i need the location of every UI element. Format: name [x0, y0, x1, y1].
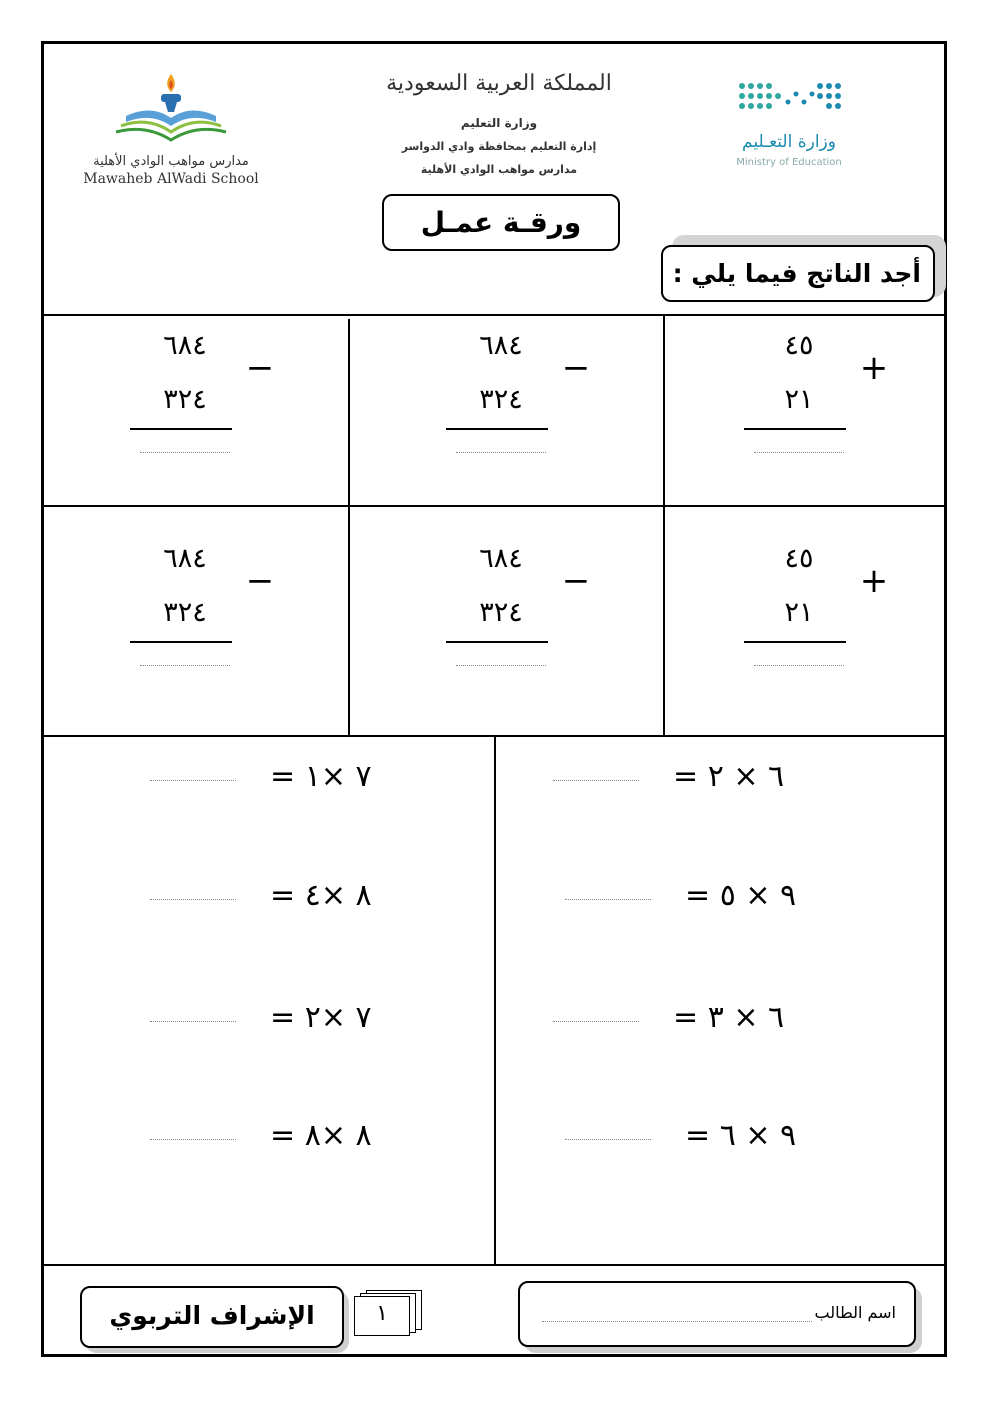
school-name: مدارس مواهب الوادي الأهلية	[420, 163, 578, 176]
problem-top-number: ٦٨٤	[163, 543, 207, 574]
problem-5	[406, 535, 606, 685]
problem-bottom-number: ٣٢٤	[479, 384, 523, 415]
mult-right-4	[565, 1118, 865, 1158]
sum-line	[744, 641, 846, 643]
worksheet-title: ورقـة عمـل	[382, 194, 620, 251]
mult-left-2	[150, 878, 450, 918]
minus-sign: −	[561, 561, 591, 601]
problem-top-number: ٦٨٤	[479, 543, 523, 574]
problem-4	[704, 535, 904, 685]
multiplication-fact: = ٨ ×٨	[270, 1118, 372, 1153]
kingdom-calligraphy: المملكة العربية السعودية	[386, 71, 612, 96]
problem-top-number: ٤٥	[784, 330, 814, 361]
answer-blank[interactable]	[456, 665, 546, 666]
sum-line	[446, 641, 548, 643]
answer-blank[interactable]	[553, 780, 639, 781]
divider-footer	[44, 1264, 944, 1266]
problem-3	[90, 322, 290, 472]
answer-blank[interactable]	[456, 452, 546, 453]
administration-name: إدارة التعليم بمحافظة وادي الدواسر	[401, 140, 597, 153]
page-number-badge	[354, 1290, 424, 1344]
ministry-logo	[724, 74, 854, 184]
divider-col-b	[663, 316, 665, 735]
problem-top-number: ٤٥	[784, 543, 814, 574]
answer-blank[interactable]	[754, 665, 844, 666]
sum-line	[446, 428, 548, 430]
instruction-label: أجد الناتج فيما يلي :	[661, 245, 935, 302]
plus-sign: +	[859, 348, 889, 388]
school-name-arabic: مدارس مواهب الوادي الأهلية	[93, 154, 249, 169]
problem-6	[90, 535, 290, 685]
sum-line	[744, 428, 846, 430]
multiplication-fact: = ٧ ×١	[270, 759, 372, 794]
problem-bottom-number: ٢١	[784, 597, 814, 628]
problem-bottom-number: ٢١	[784, 384, 814, 415]
multiplication-fact: = ٧ ×٢	[270, 1000, 372, 1035]
supervision-label: الإشراف التربوي	[109, 1301, 315, 1330]
multiplication-fact: = ٦ × ٣	[673, 1000, 785, 1035]
school-name-english: Mawaheb AlWadi School	[83, 171, 259, 187]
divider-mult	[494, 737, 496, 1264]
answer-blank[interactable]	[150, 1021, 236, 1022]
minus-sign: −	[245, 561, 275, 601]
multiplication-fact: = ٩ × ٥	[685, 878, 797, 913]
ministry-name-arabic: وزارة التعـليم	[742, 132, 836, 152]
problem-1	[704, 322, 904, 472]
answer-blank[interactable]	[565, 1139, 651, 1140]
page-number: ١	[376, 1301, 388, 1326]
divider-row1	[44, 505, 944, 507]
answer-blank[interactable]	[140, 665, 230, 666]
mult-right-1	[553, 759, 853, 799]
multiplication-fact: = ٩ × ٦	[685, 1118, 797, 1153]
answer-blank[interactable]	[150, 899, 236, 900]
plus-sign: +	[859, 561, 889, 601]
divider-col-a	[348, 319, 350, 735]
multiplication-fact: = ٨ ×٤	[270, 878, 372, 913]
sum-line	[130, 641, 232, 643]
mult-right-2	[565, 878, 865, 918]
answer-blank[interactable]	[140, 452, 230, 453]
answer-blank[interactable]	[754, 452, 844, 453]
ministry-name-english: Ministry of Education	[736, 157, 842, 168]
minus-sign: −	[245, 348, 275, 388]
mult-left-4	[150, 1118, 450, 1158]
answer-blank[interactable]	[553, 1021, 639, 1022]
problem-bottom-number: ٣٢٤	[479, 597, 523, 628]
ministry-name: وزارة التعليم	[460, 116, 538, 130]
student-name-label: اسم الطالب	[814, 1303, 896, 1322]
mult-right-3	[553, 1000, 853, 1040]
answer-blank[interactable]	[565, 899, 651, 900]
mult-left-1	[150, 759, 450, 799]
ministry-dots-icon	[724, 74, 854, 130]
worksheet-page	[41, 41, 947, 1357]
problem-top-number: ٦٨٤	[163, 330, 207, 361]
divider-header	[44, 314, 944, 316]
mult-left-3	[150, 1000, 450, 1040]
school-logo	[66, 66, 276, 196]
open-book-torch-icon	[66, 66, 276, 152]
problem-top-number: ٦٨٤	[479, 330, 523, 361]
supervision-box	[80, 1286, 344, 1348]
minus-sign: −	[561, 348, 591, 388]
problem-bottom-number: ٣٢٤	[163, 597, 207, 628]
problem-bottom-number: ٣٢٤	[163, 384, 207, 415]
official-header	[374, 64, 624, 176]
multiplication-fact: = ٦ × ٢	[673, 759, 785, 794]
answer-blank[interactable]	[150, 1139, 236, 1140]
answer-blank[interactable]	[150, 780, 236, 781]
sum-line	[130, 428, 232, 430]
student-name-box	[518, 1281, 916, 1347]
student-name-field[interactable]	[542, 1321, 812, 1322]
problem-2	[406, 322, 606, 472]
